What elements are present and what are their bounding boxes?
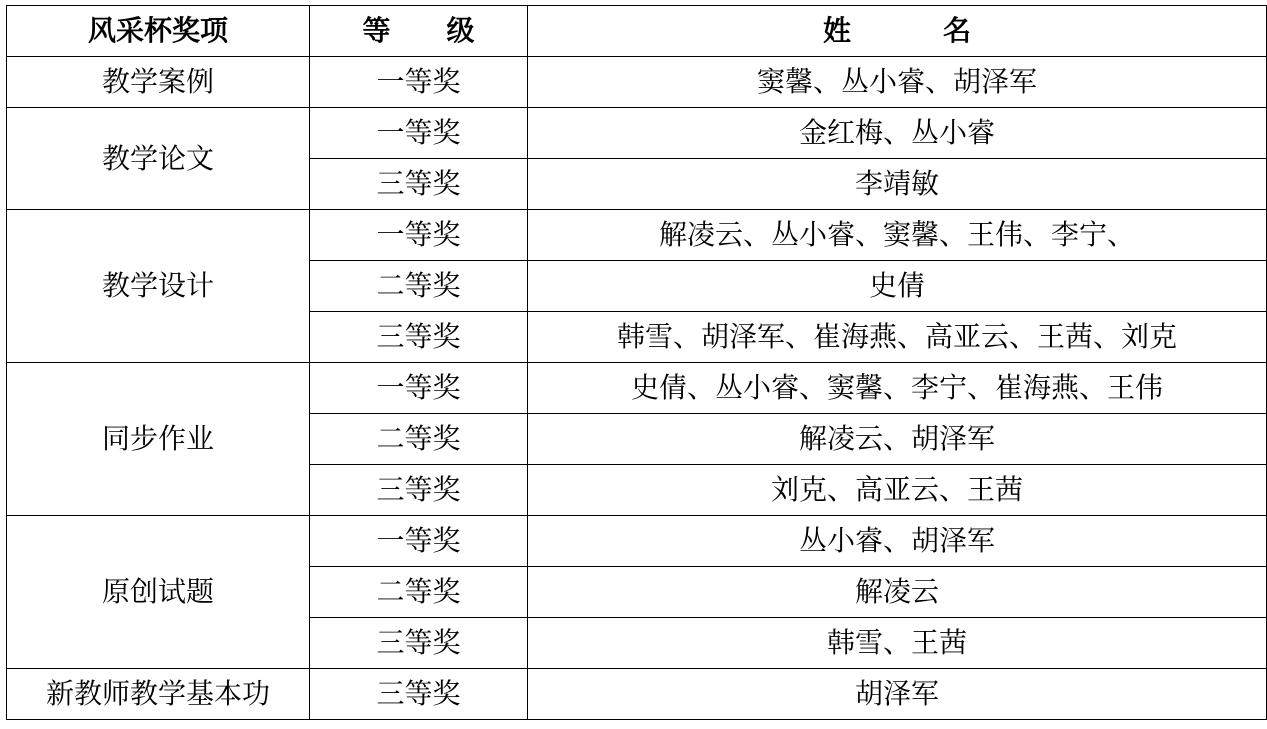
names-cell: 窦馨、丛小睿、胡泽军 [528, 57, 1267, 108]
level-cell: 三等奖 [310, 618, 528, 669]
header-names-char-1: 姓 [822, 14, 851, 47]
header-row [7, 6, 1267, 57]
award-table [6, 5, 1267, 720]
names-cell: 解凌云、丛小睿、窦馨、王伟、李宁、 [528, 210, 1267, 261]
names-cell: 史倩 [528, 261, 1267, 312]
table-row [7, 108, 1267, 159]
header-names-char-2: 名 [943, 14, 972, 47]
names-cell: 刘克、高亚云、王茜 [528, 465, 1267, 516]
header-category [7, 6, 310, 57]
names-cell: 丛小睿、胡泽军 [528, 516, 1267, 567]
header-category-label: 风采杯奖项 [87, 14, 228, 47]
table-row [7, 363, 1267, 414]
category-cell: 教学设计 [7, 210, 310, 363]
level-cell: 一等奖 [310, 210, 528, 261]
level-cell: 二等奖 [310, 414, 528, 465]
level-cell: 三等奖 [310, 669, 528, 720]
category-cell: 教学论文 [7, 108, 310, 210]
category-cell: 新教师教学基本功 [7, 669, 310, 720]
names-cell: 胡泽军 [528, 669, 1267, 720]
table-row [7, 210, 1267, 261]
names-cell: 解凌云、胡泽军 [528, 414, 1267, 465]
table-row [7, 669, 1267, 720]
names-cell: 史倩、丛小睿、窦馨、李宁、崔海燕、王伟 [528, 363, 1267, 414]
table-row [7, 57, 1267, 108]
header-level-char-2: 级 [446, 14, 475, 47]
names-cell: 韩雪、胡泽军、崔海燕、高亚云、王茜、刘克 [528, 312, 1267, 363]
names-cell: 金红梅、丛小睿 [528, 108, 1267, 159]
level-cell: 三等奖 [310, 159, 528, 210]
level-cell: 三等奖 [310, 312, 528, 363]
category-cell: 原创试题 [7, 516, 310, 669]
level-cell: 二等奖 [310, 567, 528, 618]
names-cell: 韩雪、王茜 [528, 618, 1267, 669]
names-cell: 解凌云 [528, 567, 1267, 618]
level-cell: 一等奖 [310, 108, 528, 159]
level-cell: 三等奖 [310, 465, 528, 516]
level-cell: 二等奖 [310, 261, 528, 312]
level-cell: 一等奖 [310, 363, 528, 414]
category-cell: 教学案例 [7, 57, 310, 108]
names-cell: 李靖敏 [528, 159, 1267, 210]
category-cell: 同步作业 [7, 363, 310, 516]
header-names [528, 6, 1267, 57]
level-cell: 一等奖 [310, 516, 528, 567]
table-row [7, 516, 1267, 567]
level-cell: 一等奖 [310, 57, 528, 108]
header-level-char-1: 等 [362, 14, 391, 47]
header-level [310, 6, 528, 57]
